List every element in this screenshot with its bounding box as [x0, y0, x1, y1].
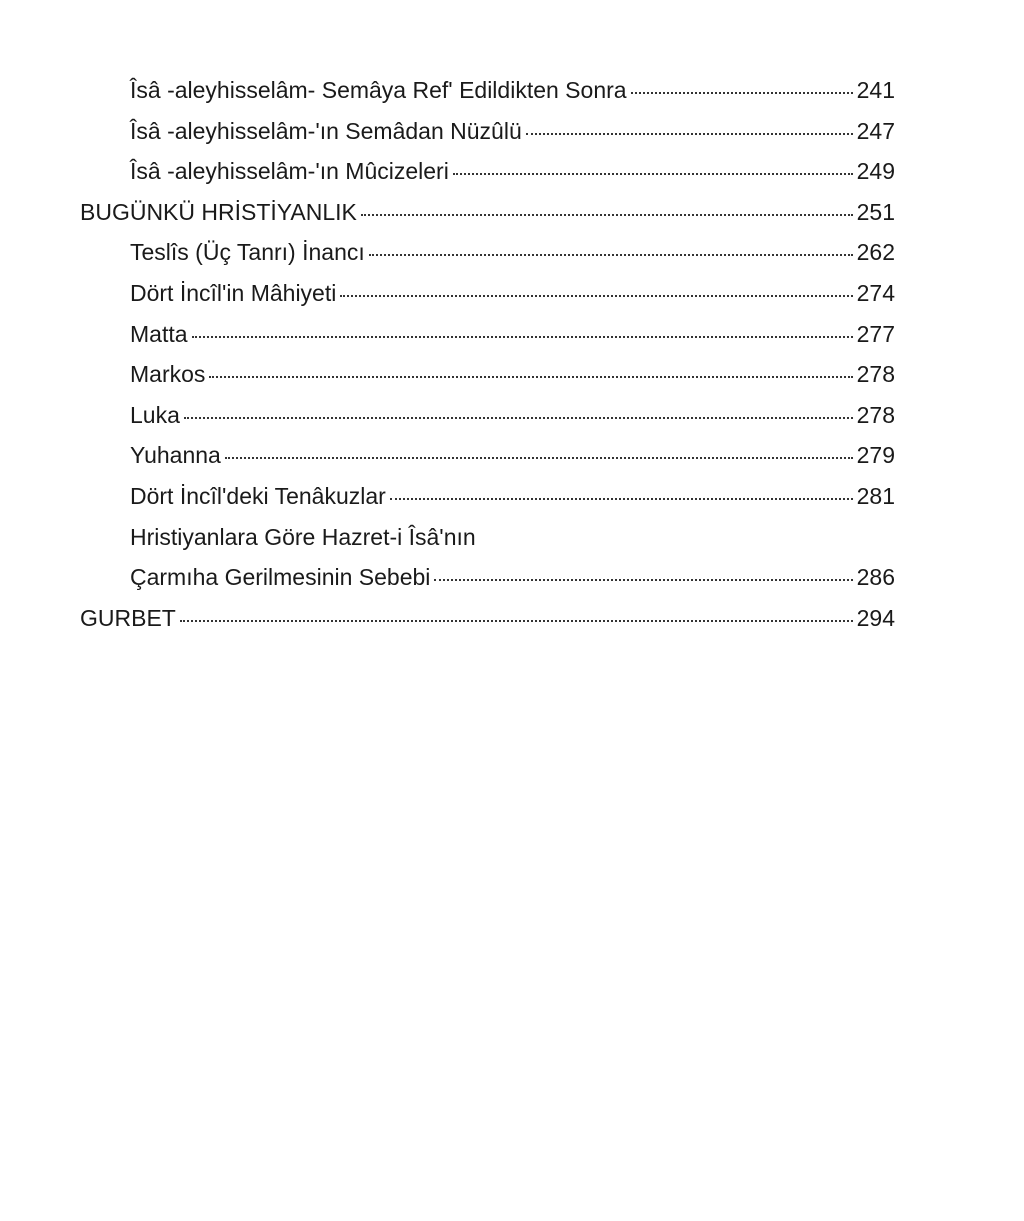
toc-entry-page: 277 [856, 320, 895, 347]
toc-entry-page: 247 [856, 117, 895, 144]
dot-leader [361, 213, 853, 216]
toc-entry-title: Yuhanna [130, 442, 221, 469]
dot-leader [526, 132, 853, 135]
toc-entry[interactable] [80, 476, 895, 517]
toc-entry[interactable] [80, 435, 895, 476]
dot-leader [434, 578, 852, 581]
toc-entry-page: 249 [856, 158, 895, 185]
toc-entry-page: 274 [856, 279, 895, 306]
toc-entry-page: 262 [856, 239, 895, 266]
toc-entry[interactable] [80, 151, 895, 192]
toc-entry-title: Dört İncîl'in Mâhiyeti [130, 279, 337, 306]
toc-entry-title: Îsâ -aleyhisselâm-'ın Mûcizeleri [130, 158, 449, 185]
toc-entry[interactable] [80, 354, 895, 395]
toc-entry[interactable] [80, 232, 895, 273]
dot-leader [390, 497, 853, 500]
toc-chapter-page: 294 [856, 604, 895, 631]
toc-entry[interactable] [80, 557, 895, 598]
toc-chapter-title: GURBET [80, 604, 176, 631]
toc-chapter-title: BUGÜNKÜ HRİSTİYANLIK [80, 198, 357, 225]
toc-entry-title: Hristiyanlara Göre Hazret-i Îsâ'nın [130, 523, 476, 550]
toc-entry[interactable] [80, 111, 895, 152]
toc-entry-title: Markos [130, 361, 206, 388]
toc-entry-continued[interactable] [80, 517, 895, 558]
dot-leader [631, 91, 853, 94]
toc-entry-title: Îsâ -aleyhisselâm-'ın Semâdan Nüzûlü [130, 117, 522, 144]
toc-entry[interactable] [80, 273, 895, 314]
toc-entry-title: Îsâ -aleyhisselâm- Semâya Ref' Edildikten Sonra [130, 77, 627, 103]
toc-entry-title: Teslîs (Üç Tanrı) İnancı [130, 239, 365, 266]
toc-entry-page: 286 [856, 564, 895, 591]
dot-leader [192, 335, 853, 338]
toc-entry-title: Luka [130, 401, 180, 428]
dot-leader [340, 294, 852, 297]
toc-chapter[interactable] [80, 598, 895, 639]
dot-leader [209, 375, 852, 378]
toc-entry[interactable] [80, 70, 895, 111]
dot-leader [225, 456, 853, 459]
toc-entry-page: 278 [856, 361, 895, 388]
toc-entry-page: 281 [856, 482, 895, 509]
toc-entry-title: Matta [130, 320, 188, 347]
table-of-contents [80, 70, 895, 638]
toc-entry-page: 278 [856, 401, 895, 428]
toc-chapter-page: 251 [856, 198, 895, 225]
toc-entry[interactable] [80, 314, 895, 355]
toc-entry-title: Dört İncîl'deki Tenâkuzlar [130, 482, 386, 509]
dot-leader [369, 253, 853, 256]
toc-chapter[interactable] [80, 192, 895, 233]
toc-entry-page: 241 [856, 77, 895, 103]
dot-leader [180, 619, 853, 622]
toc-entry-page: 279 [856, 442, 895, 469]
toc-entry-title: Çarmıha Gerilmesinin Sebebi [130, 564, 431, 591]
dot-leader [184, 416, 853, 419]
dot-leader [453, 172, 853, 175]
toc-entry[interactable] [80, 395, 895, 436]
